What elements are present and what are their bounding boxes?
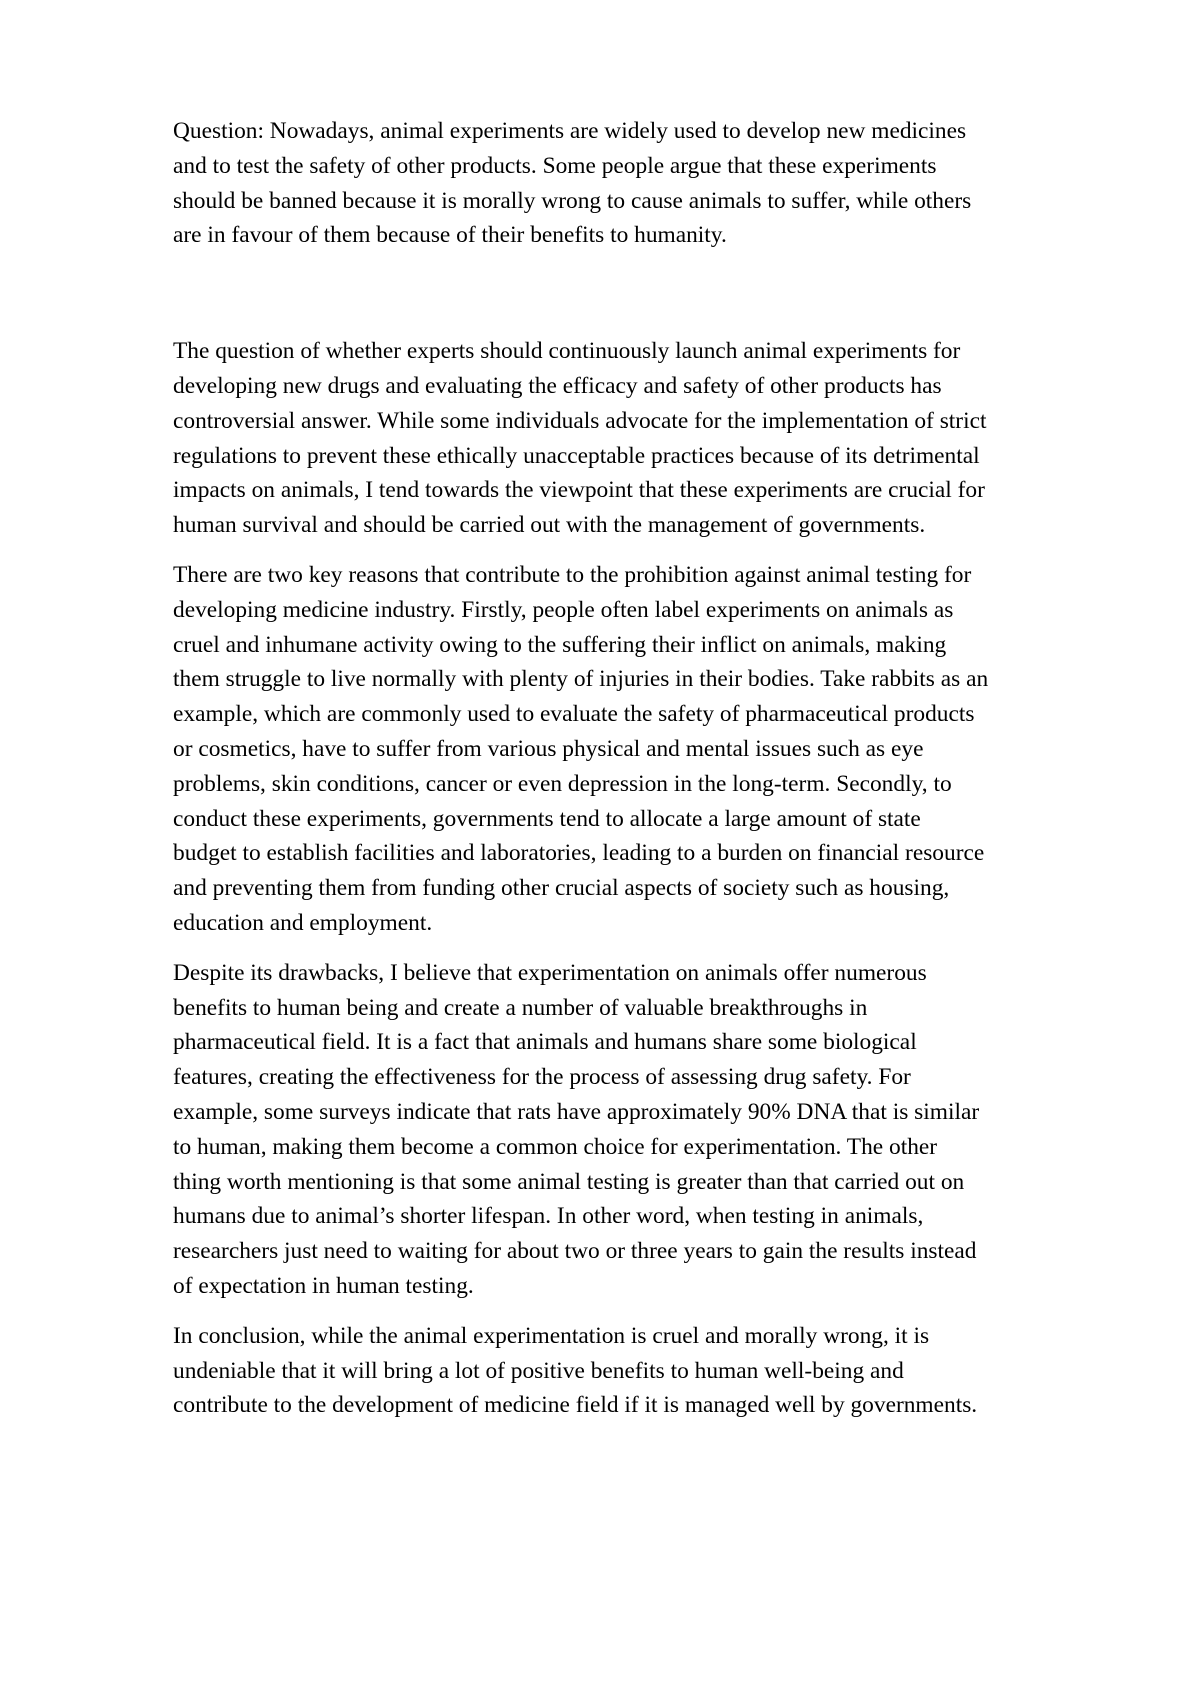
intro-paragraph: The question of whether experts should continuously launch animal experiments for developing new drugs and evaluating the efficacy and safety of other products has controversial answer. While some individuals advocate for the implementation of strict regulations to prevent these ethically unacceptable practices because of its detrimental impacts on animals, I tend towards the viewpoint that these experiments are crucial for human survival and should be carried out with the management of governments. [173, 338, 987, 539]
conclusion-paragraph: In conclusion, while the animal experimentation is cruel and morally wrong, it is undeniable that it will bring a lot of positive benefits to human well-being and contribute to the development of medicine field if it is managed well by governments. [173, 1322, 978, 1419]
question-paragraph: Question: Nowadays, animal experiments are widely used to develop new medicines and to test the safety of other products. Some people argue that these experiments should be banned because it is morally wrong to cause animals to suffer, while others are in favour of them because of their benefits to humanity. [173, 118, 972, 249]
essay-content [173, 114, 1103, 1438]
body-paragraph-1: There are two key reasons that contribute to the prohibition against animal testing for developing medicine industry. Firstly, people often label experiments on animals as cruel and inhumane activity owing to the suffering their inflict on animals, making them struggle to live normally with plenty of injuries in their bodies. Take rabbits as an example, which are commonly used to evaluate the safety of pharmaceutical products or cosmetics, have to suffer from various physical and mental issues such as eye problems, skin conditions, cancer or even depression in the long-term. Secondly, to conduct these experiments, governments tend to allocate a large amount of state budget to establish facilities and laboratories, leading to a burden on financial resource and preventing them from funding other crucial aspects of society such as housing, education and employment. [173, 561, 989, 936]
body-paragraph-2: Despite its drawbacks, I believe that experimentation on animals offer numerous benefits to human being and create a number of valuable breakthroughs in pharmaceutical field. It is a fact that animals and humans share some biological features, creating the effectiveness for the process of assessing drug safety. For example, some surveys indicate that rats have approximately 90% DNA that is similar to human, making them become a common choice for experimentation. The other thing worth mentioning is that some animal testing is greater than that carried out on humans due to animal’s shorter lifespan. In other word, when testing in animals, researchers just need to waiting for about two or three years to gain the results instead of expectation in human testing. [173, 959, 980, 1299]
